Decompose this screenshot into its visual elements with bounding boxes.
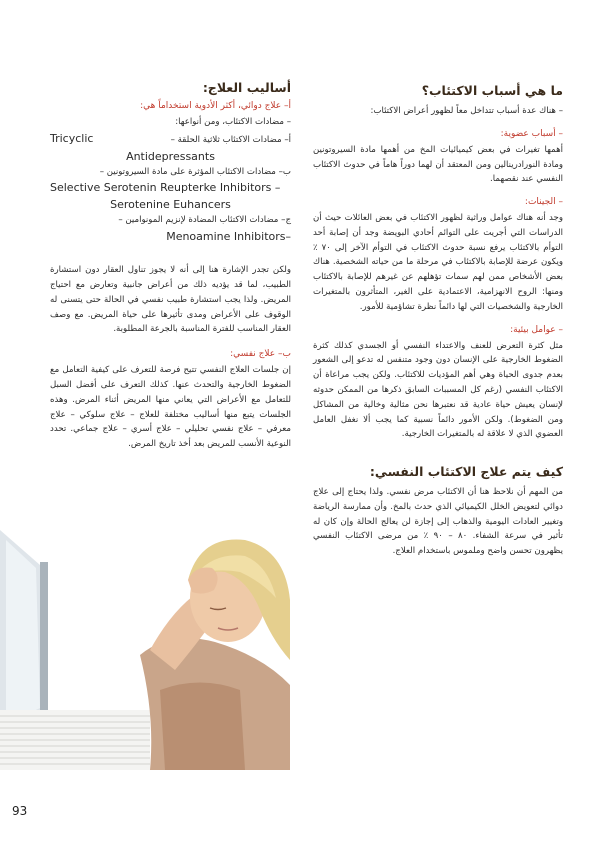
consult-paragraph: ولكن تجدر الإشارة هنا إلى أنه لا يجوز تناول العقار دون استشارة الطبيب، لما قد يؤديه ذلك من أعراض جانبية وتعارض مع احتياج المريض. ولذا يجب استشارة طبيب نفسي في الحالة حتى يتسنى له الوقوف على الأعراض ومدى تأثيرها على حياة المريض. مع وصف العقار المناسب للفترة المناسبة بالجرعة المطلوبة.	[50, 265, 291, 335]
treatment-text: من المهم أن نلاحظ هنا أن الاكتئاب مرض نفسي. ولذا يحتاج إلى علاج دوائي لتعويض الخلل الكيميائي الذي حدث بالمخ. وأن ممارسة الرياضة وتغيير العادات اليومية والذهاب إلى إجازة لن يعالج الحالة وإن كان له تأثير في سرعة الشفاء. ٨٠ – ٩٠ ٪ من مرضى الاكتئاب النفسي يظهرون تحسن واضح وملموس باستخدام العلاج.	[313, 487, 563, 557]
environment-title: – عوامل بيئية:	[510, 324, 563, 335]
tricyclic-en: Antidepressants	[126, 149, 215, 163]
tricyclic-line: أ– مضادات الاكتئاب ثلاثية الحلقة – Tricyclic	[50, 131, 291, 145]
right-column	[313, 83, 563, 569]
psych-treatment-title: ب– علاج نفسي:	[230, 349, 291, 360]
genes-title: – الجينات:	[524, 197, 563, 208]
causes-intro: – هناك عدة أسباب تتداخل معاً لظهور أعراض الاكتئاب:	[370, 106, 563, 116]
heading-treatment: كيف يتم علاج الاكتئاب النفسي:	[369, 464, 563, 480]
heading-causes: ما هي أسباب الاكتئاب؟	[421, 83, 563, 98]
psych-treatment-text: إن جلسات العلاج النفسي تتيح فرصة للتعرف على كيفية التعامل مع الضغوط الخارجية والتحدث عنها. كذلك التعرف على أفضل السبل للتعامل مع الأعراض التي يعاني منها المريض أثناء المرض. وهذه الجلسات يتبع منها أساليب مختلفة للعلاج – علاج سلوكي – علاج معرفي – علاج نفسي تحليلي – علاج أسري – علاج جماعي. تحدد النوعية الأنسب للمريض بعد أخذ تاريخ المرض.	[50, 365, 291, 450]
ssri-en2: Serotenine Euhancers	[110, 198, 231, 212]
ssri-en1: Selective Serotenin Reupterke Inhibitors –	[50, 181, 281, 195]
maoi-en: Menoamine Inhibitors–	[166, 230, 291, 244]
organic-causes-text: أهمها تغيرات في بعض كيميائيات المخ من أهمها مادة السيروتونين ومادة النورادرينالين ومن المعتقد أن لهما دوراً هاماً في حدوث الاكتئاب النفسي عند نقصهما.	[313, 144, 563, 185]
maoi-line: ج– مضادات الاكتئاب المضادة لإنزيم المونوامين –	[118, 215, 291, 226]
woman-at-computer-photo	[0, 510, 290, 770]
page-number: 93	[12, 804, 28, 818]
antidepressants-line: – مضادات الاكتئاب، ومن أنواعها:	[175, 117, 291, 127]
drug-treatment-title: أ– علاج دوائي، أكثر الأدوية استخداماً هي:	[140, 101, 291, 111]
organic-causes-title: – أسباب عضوية:	[500, 128, 563, 139]
ssri-line: ب– مضادات الاكتئاب المؤثرة على مادة السيروتونين –	[99, 166, 291, 177]
heading-methods: أساليب العلاج:	[202, 80, 291, 95]
left-column	[50, 80, 291, 462]
genes-text: وجد أنه هناك عوامل وراثية لظهور الاكتئاب في بعض العائلات حيث أن الدراسات التي أجريت على التوائم أحادي البويضة وجد أن إصابة أحد التوأم بالاكتئاب يرفع نسبة حدوث الاكتئاب في التوأم الآخر إلى ٧٠ ٪ ويكون عرضة للإصابة بالاكتئاب في مرحلة ما من حياته الشخصية. هناك بعض الأشخاص ممن لهم سمات تؤهلهم عن غيرهم للإصابة بالاكتئاب ومنها: الروح الانهزامية، الاعتمادية على الغير، المتأثرون بالمتغيرات الخارجية والشخصيات التي لها دائماً نظرة تشاؤمية للأمور.	[313, 213, 563, 312]
woman-at-computer-stressed-icon	[0, 510, 290, 770]
environment-text: مثل كثرة التعرض للعنف والاعتداء النفسي أو الجسدي كذلك كثرة الضغوط الخارجية على الإنسان دون وجود متنفس له تدعو إلى الشعور بعدم جدوى الحياة وهي أهم المؤديات للاكتئاب. ولكن يجب مراعاة أن الاكتئاب النفسي (رغم كل المسببات السابق ذكرها من الممكن حدوثه لإنسان يعيش حياة عادية قد نعتبرها نحن مثالية وخالية من المشاكل ومن الضغوط). ولكن الأمور دائماً نسبية كما يجب ألا نغفل العامل العضوي الذي لا علاقة له بالمتغيرات الخارجية.	[313, 340, 563, 440]
